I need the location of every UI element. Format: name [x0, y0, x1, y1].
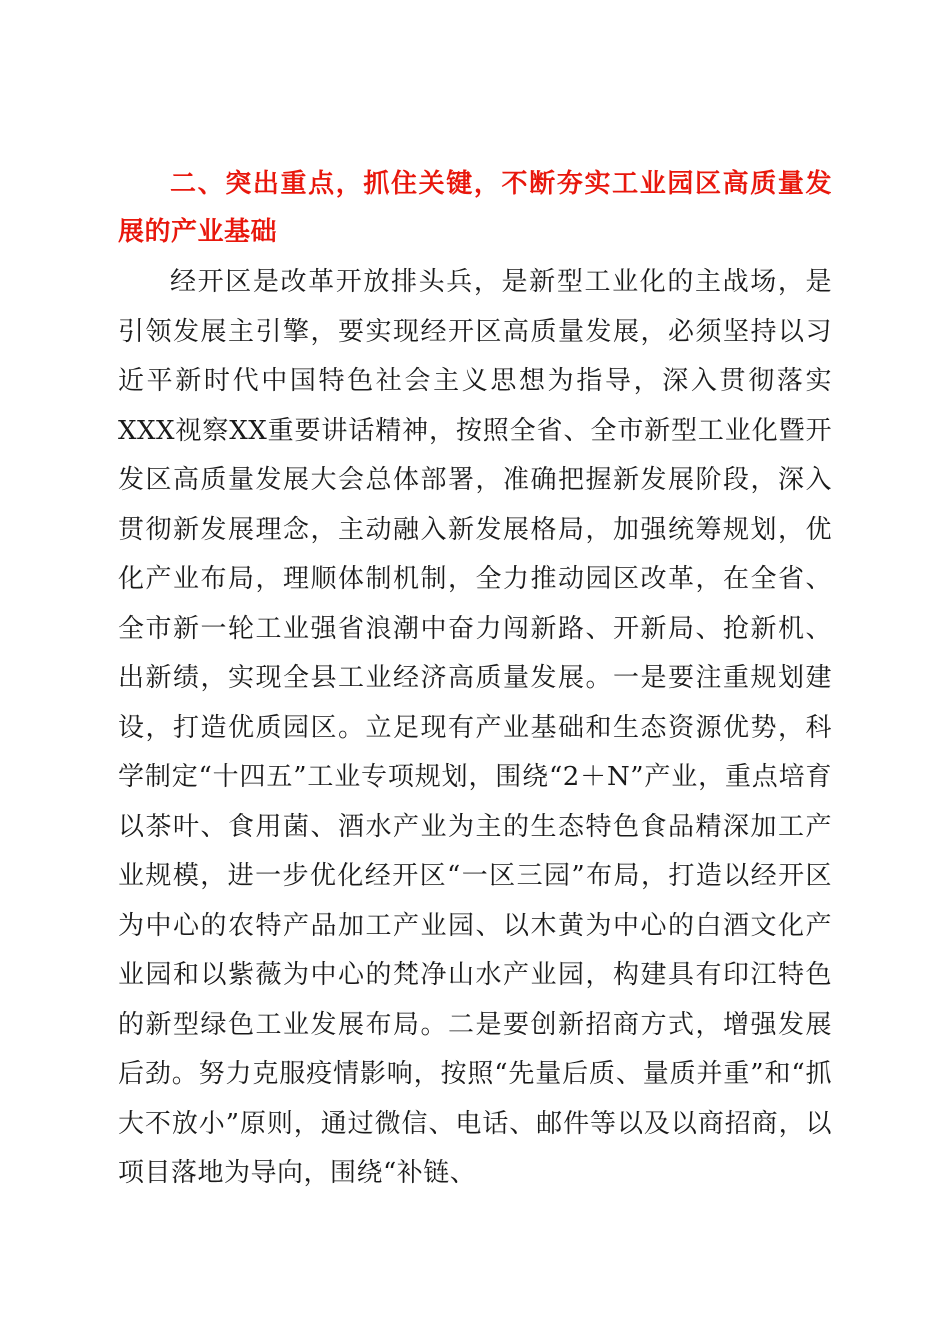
document-content [118, 160, 832, 1199]
body-paragraph: 经开区是改革开放排头兵，是新型工业化的主战场，是引领发展主引擎，要实现经开区高质量发展，必须坚持以习近平新时代中国特色社会主义思想为指导，深入贯彻落实XXX视察XX重要讲话精神，按照全省、全市新型工业化暨开发区高质量发展大会总体部署，准确把握新发展阶段，深入贯彻新发展理念，主动融入新发展格局，加强统筹规划，优化产业布局，理顺体制机制，全力推动园区改革，在全省、全市新一轮工业强省浪潮中奋力闯新路、开新局、抢新机、出新绩，实现全县工业经济高质量发展。一是要注重规划建设，打造优质园区。立足现有产业基础和生态资源优势，科学制定“十四五”工业专项规划，围绕“2＋N”产业，重点培育以茶叶、食用菌、酒水产业为主的生态特色食品精深加工产业规模，进一步优化经开区“一区三园”布局，打造以经开区为中心的农特产品加工产业园、以木黄为中心的白酒文化产业园和以紫薇为中心的梵净山水产业园，构建具有印江特色的新型绿色工业发展布局。二是要创新招商方式，增强发展后劲。努力克服疫情影响，按照“先量后质、量质并重”和“抓大不放小”原则，通过微信、电话、邮件等以及以商招商，以项目落地为导向，围绕“补链、 [118, 267, 832, 1188]
section-heading: 二、突出重点，抓住关键，不断夯实工业园区高质量发展的产业基础 [118, 169, 832, 247]
